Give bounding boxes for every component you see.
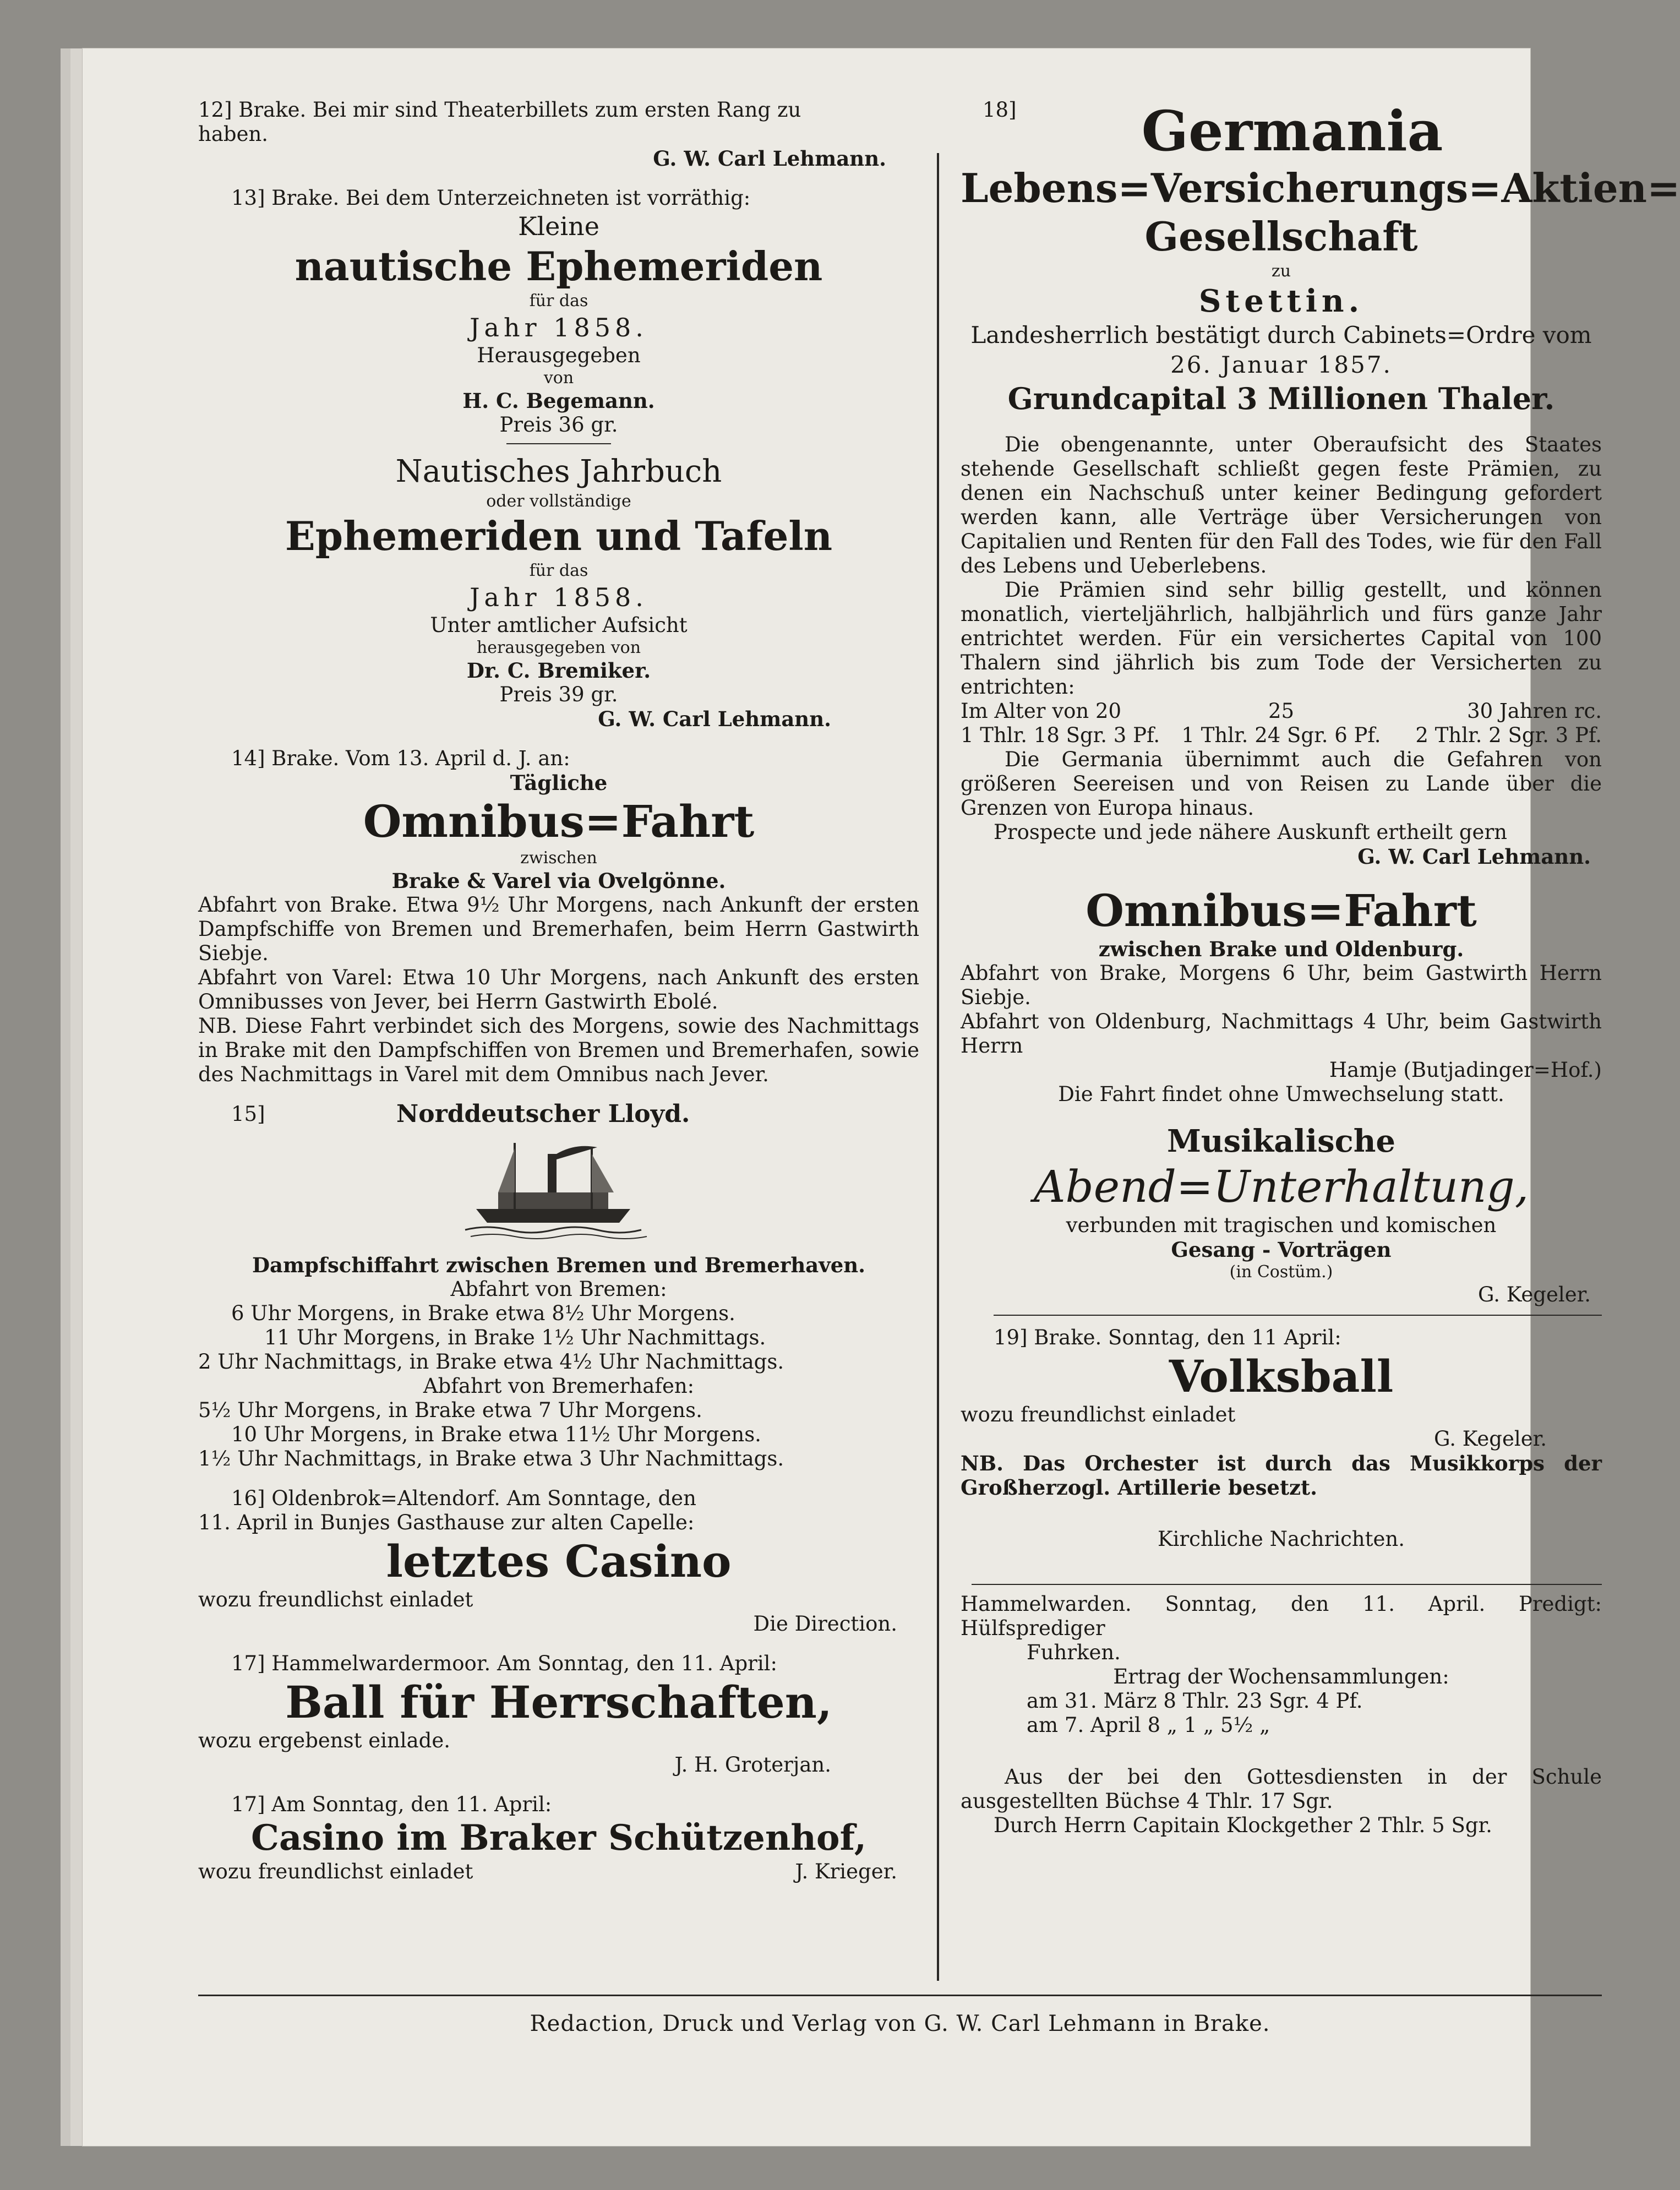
steamship-icon — [465, 1132, 652, 1242]
ad18-city: Stettin. — [1198, 283, 1364, 319]
ad18-age-30: 30 Jahren rc. — [1467, 699, 1602, 723]
ad18-title3: Gesellschaft — [1144, 213, 1418, 260]
omnibus2-line3: Hamje (Butjadinger=Hof.) — [1329, 1058, 1602, 1082]
ad18-title2: Lebens=Versicherungs=Aktien= — [961, 165, 1680, 211]
ad13-author2: Dr. C. Bremiker. — [466, 658, 651, 683]
divider-line — [961, 1307, 1602, 1323]
left-column — [198, 98, 919, 1884]
column-divider — [937, 153, 939, 1981]
ad13-herausgegeben: Herausgegeben — [477, 344, 641, 367]
ad-17a — [198, 1652, 919, 1777]
omnibus2-subtitle: zwischen Brake und Oldenburg. — [1098, 937, 1464, 961]
musik-line2: Gesang - Vorträgen — [1171, 1238, 1392, 1262]
ad13-preis: Preis 36 gr. — [499, 413, 618, 437]
ad-14 — [198, 747, 919, 1087]
ad16-invite: wozu freundlichst einladet — [198, 1588, 473, 1611]
ad12-line2: haben. — [198, 122, 269, 146]
ad18-num: 18] — [983, 98, 1017, 122]
ad-18 — [961, 98, 1680, 869]
ad18-para4: Prospecte und jede nähere Auskunft ertheilt gern — [994, 820, 1507, 844]
divider-line — [961, 1579, 1602, 1590]
ad15-bremerhafen-3: 1½ Uhr Nachmittags, in Brake etwa 3 Uhr Nachmittags. — [198, 1447, 784, 1470]
musik-line1: verbunden mit tragischen und komischen — [1066, 1213, 1497, 1237]
ad15-bremerhafen-1: 5½ Uhr Morgens, in Brake etwa 7 Uhr Morgens. — [198, 1398, 702, 1422]
ad18-para2: Die Prämien sind sehr billig gestellt, und können monatlich, vierteljährlich, halbjährlich und fürs ganze Jahr entrichtet werden. Für ein versichertes Capital von 100 Thalern sind jährlich bis zum Tode der Versicherten zu entrichten: — [961, 578, 1602, 699]
musik-title: Musikalische — [1166, 1123, 1396, 1159]
musikalische-abend — [961, 1122, 1602, 1307]
ad12-line1: 12] Brake. Bei mir sind Theaterbillets zum ersten Rang zu — [198, 98, 801, 122]
ad-16 — [198, 1486, 919, 1636]
ad17a-invite: wozu ergebenst einlade. — [198, 1729, 451, 1752]
ad17a-signature: J. H. Groterjan. — [674, 1753, 831, 1777]
ad13-fuer: für das — [529, 291, 588, 310]
ad18-title: Germania — [1141, 99, 1443, 164]
ad16-line2: 11. April in Bunjes Gasthause zur alten Capelle: — [198, 1511, 695, 1534]
ad14-intro: 14] Brake. Vom 13. April d. J. an: — [231, 747, 570, 770]
divider-line — [198, 437, 919, 450]
ad14-route: Brake & Varel via Ovelgönne. — [391, 869, 726, 893]
ad13-preis2: Preis 39 gr. — [499, 683, 618, 706]
ad17b-title: Casino im Braker Schützenhof, — [251, 1817, 866, 1859]
ad13-author: H. C. Begemann. — [462, 389, 655, 413]
ad19-line1: 19] Brake. Sonntag, den 11 April: — [994, 1326, 1341, 1349]
ad13-aufsicht2: herausgegeben von — [476, 638, 641, 657]
ad14-taegliche: Tägliche — [510, 771, 608, 795]
ad-15 — [198, 1102, 919, 1471]
ad18-para3: Die Germania übernimmt auch die Gefahren von größeren Seereisen und von Reisen zu Lande über die Grenzen von Europa hinaus. — [961, 748, 1602, 820]
ad15-subtitle: Dampfschiffahrt zwischen Bremen und Bremerhaven. — [252, 1253, 866, 1277]
ad18-age-20: Im Alter von 20 — [961, 699, 1122, 723]
ad18-line1: Landesherrlich bestätigt durch Cabinets=Ordre vom — [970, 322, 1592, 348]
ad19-signature: G. Kegeler. — [1434, 1427, 1547, 1451]
kirche-schule: Aus der bei den Gottesdiensten in der Schule ausgestellten Büchse 4 Thlr. 17 Sgr. — [961, 1765, 1602, 1813]
ad-17b — [198, 1793, 919, 1884]
ad13-von: von — [543, 368, 574, 388]
ad15-title: Norddeutscher Lloyd. — [396, 1100, 690, 1128]
ad13-jahr: Jahr 1858. — [470, 313, 648, 342]
omnibus-oldenburg — [961, 884, 1602, 1107]
kirche-ertrag-1: am 31. März 8 Thlr. 23 Sgr. 4 Pf. — [1027, 1689, 1363, 1713]
ad17b-line1: 17] Am Sonntag, den 11. April: — [231, 1793, 552, 1816]
ad19-invite: wozu freundlichst einladet — [961, 1403, 1236, 1426]
ad18-capital: Grundcapital 3 Millionen Thaler. — [1007, 381, 1555, 416]
ad16-line1: 16] Oldenbrok=Altendorf. Am Sonntage, den — [231, 1486, 696, 1510]
ad17b-signature: J. Krieger. — [795, 1860, 897, 1883]
ad14-abfahrt-brake: Abfahrt von Brake. Etwa 9½ Uhr Morgens, nach Ankunft der ersten Dampfschiffe von Bremen und Bremerhafen, beim Herrn Gastwirth Siebje. — [198, 893, 919, 965]
ad15-bremerhafen-2: 10 Uhr Morgens, in Brake etwa 11½ Uhr Morgens. — [231, 1423, 761, 1446]
musik-title2: Abend=Unterhaltung, — [1033, 1161, 1529, 1212]
ad18-premium-20: 1 Thlr. 18 Sgr. 3 Pf. — [961, 723, 1160, 747]
ad15-abfahrt-bremerhafen: Abfahrt von Bremerhafen: — [423, 1374, 695, 1398]
ad18-para1: Die obengenannte, unter Oberaufsicht des Staates stehende Gesellschaft schließt gegen feste Prämien, zu denen ein Nachschuß unter keiner Bedingung gefordert werden kann, alle Verträge über Versicherungen von Capitalien und Renten für den Fall des Todes, wie für den Fall des Lebens und Ueberlebens. — [961, 433, 1602, 578]
ad15-bremen-1: 6 Uhr Morgens, in Brake etwa 8½ Uhr Morgens. — [231, 1301, 735, 1325]
ad13-title2: Nautisches Jahrbuch — [395, 454, 722, 489]
omnibus2-line2: Abfahrt von Oldenburg, Nachmittags 4 Uhr, beim Gastwirth Herrn — [961, 1010, 1602, 1058]
omnibus2-line1: Abfahrt von Brake, Morgens 6 Uhr, beim Gastwirth Herrn Siebje. — [961, 961, 1602, 1009]
ad17a-line1: 17] Hammelwardermoor. Am Sonntag, den 11. April: — [231, 1652, 777, 1675]
ad13-oder: oder vollständige — [486, 492, 631, 511]
ad16-signature: Die Direction. — [753, 1612, 897, 1636]
kirche-capitain: Durch Herrn Capitain Klockgether 2 Thlr. 5 Sgr. — [994, 1813, 1492, 1837]
ad18-ages-row — [961, 699, 1602, 723]
ad16-title: letztes Casino — [386, 1535, 732, 1587]
musik-signature: G. Kegeler. — [1478, 1283, 1591, 1306]
ad19-title: Volksball — [1169, 1350, 1394, 1402]
ad14-zwischen: zwischen — [520, 848, 597, 868]
ad19-nb: NB. Das Orchester ist durch das Musikkorps der Großherzogl. Artillerie besetzt. — [961, 1451, 1602, 1500]
ad15-num: 15] — [231, 1102, 265, 1126]
ad13-jahr2: Jahr 1858. — [470, 582, 648, 612]
kirche-line2: Fuhrken. — [1027, 1641, 1121, 1664]
right-column — [961, 98, 1680, 1838]
omnibus2-line4: Die Fahrt findet ohne Umwechselung statt. — [1058, 1082, 1504, 1106]
kirche-heading: Kirchliche Nachrichten. — [1157, 1527, 1405, 1551]
omnibus2-title: Omnibus=Fahrt — [1086, 885, 1477, 936]
ad18-premiums-row — [961, 723, 1602, 748]
ad14-title: Omnibus=Fahrt — [363, 796, 755, 847]
kirche-ertrag-2: am 7. April 8 „ 1 „ 5½ „ — [1027, 1713, 1270, 1737]
imprint: Redaction, Druck und Verlag von G. W. Carl Lehmann in Brake. — [530, 2011, 1270, 2036]
ad18-zu: zu — [1271, 262, 1291, 281]
kirchliche-nachrichten — [961, 1527, 1602, 1838]
ad13-title3: Ephemeriden und Tafeln — [285, 513, 833, 559]
ad-13 — [198, 186, 919, 731]
kirche-line1: Hammelwarden. Sonntag, den 11. April. Predigt: Hülfsprediger — [961, 1592, 1602, 1640]
ad13-intro: 13] Brake. Bei dem Unterzeichneten ist vorräthig: — [231, 186, 751, 210]
ad15-bremen-3: 2 Uhr Nachmittags, in Brake etwa 4½ Uhr Nachmittags. — [198, 1350, 784, 1374]
ad14-abfahrt-varel: Abfahrt von Varel: Etwa 10 Uhr Morgens, nach Ankunft des ersten Omnibusses von Jever, bei Herrn Gastwirth Ebolé. — [198, 966, 919, 1014]
musik-line3: (in Costüm.) — [1229, 1262, 1333, 1282]
ad12-signature: G. W. Carl Lehmann. — [653, 146, 886, 171]
kirche-ertrag: Ertrag der Wochensammlungen: — [1113, 1665, 1449, 1688]
ad13-fuer2: für das — [529, 561, 588, 580]
ad18-premium-30: 2 Thlr. 2 Sgr. 3 Pf. — [1415, 723, 1602, 747]
ad-19 — [961, 1326, 1602, 1500]
ad18-line2: 26. Januar 1857. — [1170, 351, 1392, 378]
ad13-aufsicht1: Unter amtlicher Aufsicht — [430, 613, 688, 637]
ad13-title: nautische Ephemeriden — [294, 243, 823, 290]
ad15-bremen-2: 11 Uhr Morgens, in Brake 1½ Uhr Nachmittags. — [264, 1326, 766, 1349]
ad-12 — [198, 98, 919, 171]
ad17b-invite: wozu freundlichst einladet — [198, 1860, 473, 1883]
ad13-signature: G. W. Carl Lehmann. — [598, 707, 831, 731]
newspaper-page — [83, 48, 1680, 2146]
footer-rule — [198, 1995, 1602, 1996]
ad18-premium-25: 1 Thlr. 24 Sgr. 6 Pf. — [1181, 723, 1381, 747]
ad15-abfahrt-bremen: Abfahrt von Bremen: — [450, 1277, 667, 1301]
ad18-age-25: 25 — [1268, 699, 1295, 723]
ad14-nb: NB. Diese Fahrt verbindet sich des Morgens, sowie des Nachmittags in Brake mit den Dampfschiffen von Bremen und Bremerhafen, sowie des Nachmittags in Varel mit dem Omnibus nach Jever. — [198, 1014, 919, 1086]
ad13-kleine: Kleine — [518, 211, 599, 241]
ad17a-title: Ball für Herrschaften, — [285, 1676, 832, 1728]
ad18-signature: G. W. Carl Lehmann. — [1357, 845, 1591, 869]
